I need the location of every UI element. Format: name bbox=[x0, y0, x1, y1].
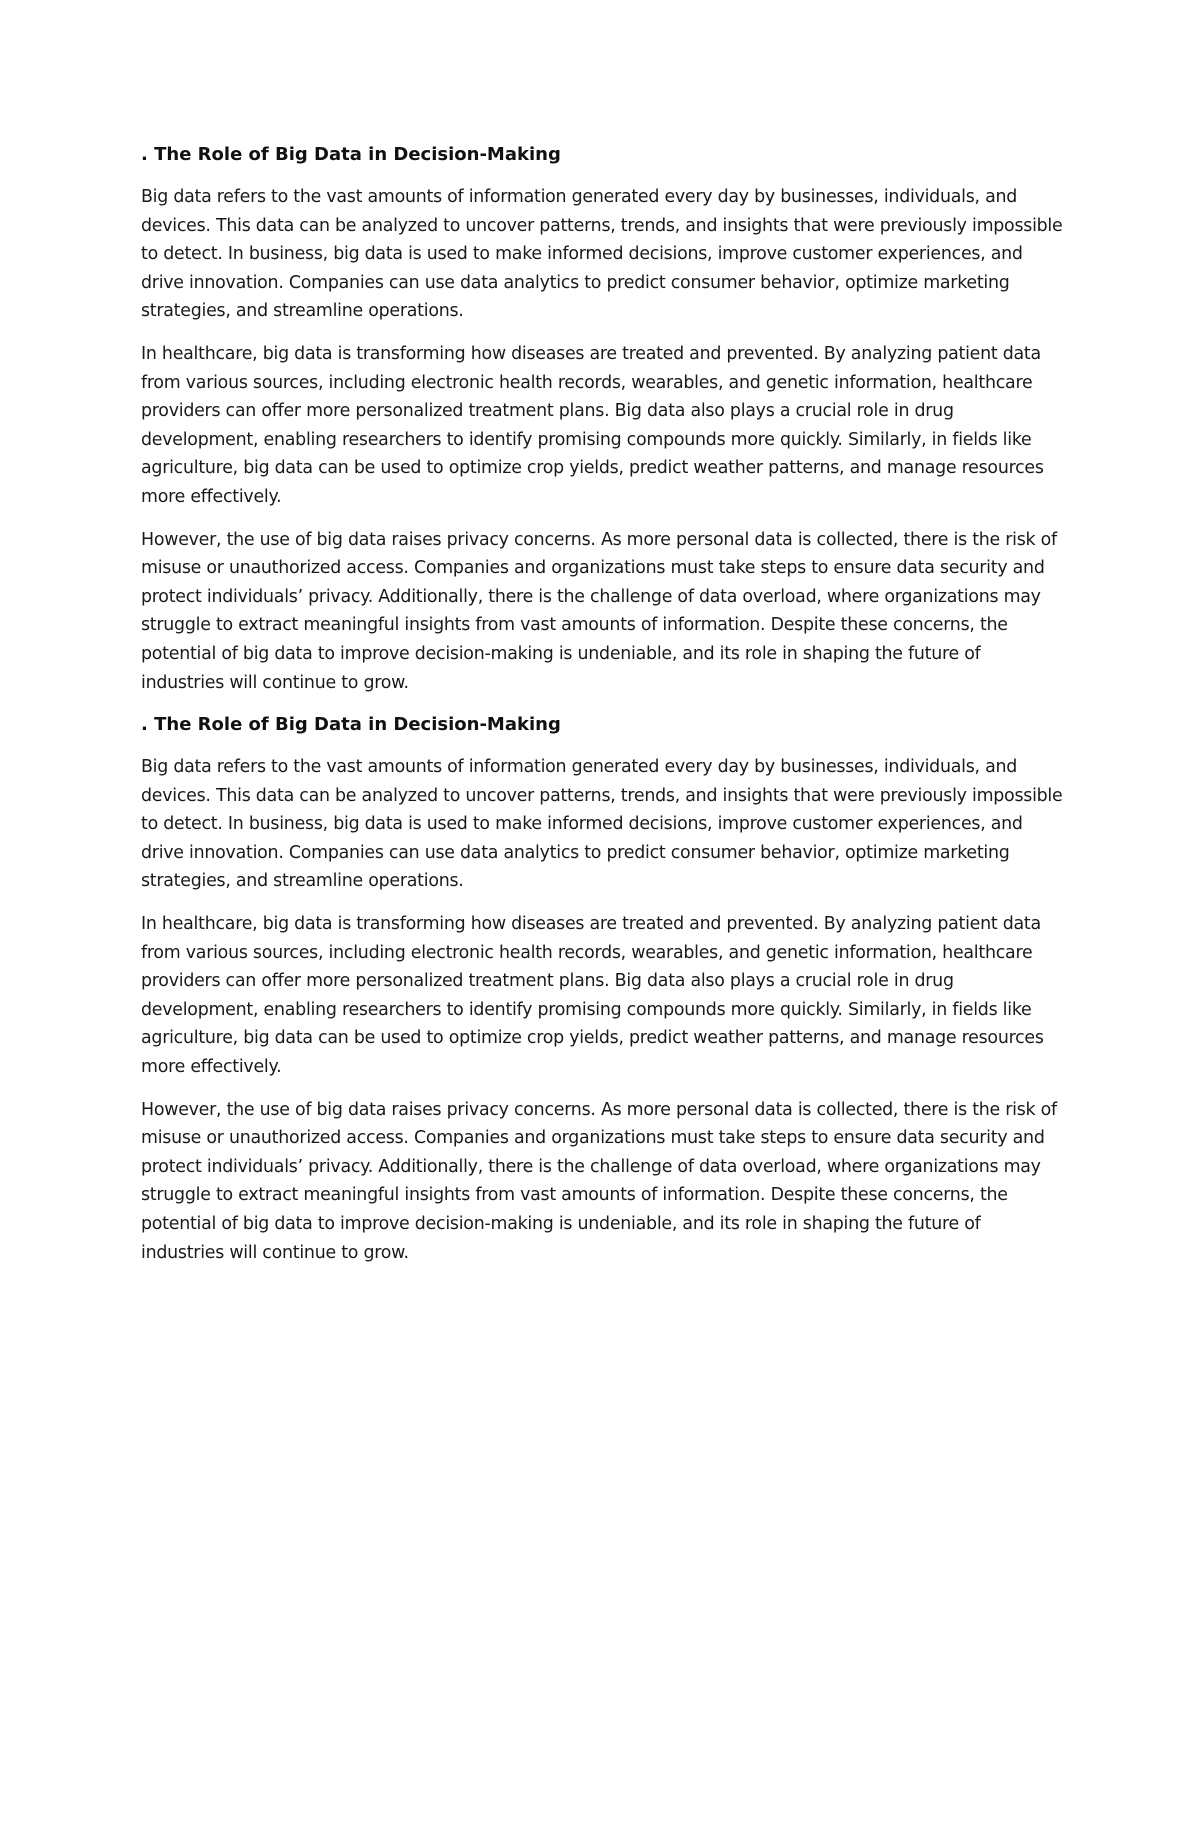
section-paragraph: However, the use of big data raises privacy concerns. As more personal data is collected, there is the risk of misuse or unauthorized access. Companies and organizations must take steps to ensure data security and protect individuals’ privacy. Additionally, there is the challenge of data overload, where organizations may struggle to extract meaningful insights from vast amounts of information. Despite these concerns, the potential of big data to improve decision-making is undeniable, and its role in shaping the future of industries will continue to grow. bbox=[141, 1099, 1057, 1263]
document-section-2 bbox=[141, 711, 1063, 1267]
section-heading: . The Role of Big Data in Decision-Making bbox=[141, 144, 561, 165]
document-section-1 bbox=[141, 141, 1063, 697]
section-paragraph: In healthcare, big data is transforming how diseases are treated and prevented. By analyzing patient data from various sources, including electronic health records, wearables, and genetic information, healthcare providers can offer more personalized treatment plans. Big data also plays a crucial role in drug development, enabling researchers to identify promising compounds more quickly. Similarly, in fields like agriculture, big data can be used to optimize crop yields, predict weather patterns, and manage resources more effectively. bbox=[141, 343, 1044, 507]
section-paragraph: However, the use of big data raises privacy concerns. As more personal data is collected, there is the risk of misuse or unauthorized access. Companies and organizations must take steps to ensure data security and protect individuals’ privacy. Additionally, there is the challenge of data overload, where organizations may struggle to extract meaningful insights from vast amounts of information. Despite these concerns, the potential of big data to improve decision-making is undeniable, and its role in shaping the future of industries will continue to grow. bbox=[141, 529, 1057, 693]
section-paragraph: Big data refers to the vast amounts of information generated every day by businesses, individuals, and devices. This data can be analyzed to uncover patterns, trends, and insights that were previously impossible to detect. In business, big data is used to make informed decisions, improve customer experiences, and drive innovation. Companies can use data analytics to predict consumer behavior, optimize marketing strategies, and streamline operations. bbox=[141, 187, 1063, 322]
section-heading: . The Role of Big Data in Decision-Making bbox=[141, 714, 561, 736]
document-body bbox=[141, 141, 1063, 1281]
section-paragraph: In healthcare, big data is transforming how diseases are treated and prevented. By analyzing patient data from various sources, including electronic health records, wearables, and genetic information, healthcare providers can offer more personalized treatment plans. Big data also plays a crucial role in drug development, enabling researchers to identify promising compounds more quickly. Similarly, in fields like agriculture, big data can be used to optimize crop yields, predict weather patterns, and manage resources more effectively. bbox=[141, 914, 1044, 1078]
section-paragraph: Big data refers to the vast amounts of information generated every day by businesses, individuals, and devices. This data can be analyzed to uncover patterns, trends, and insights that were previously impossible to detect. In business, big data is used to make informed decisions, improve customer experiences, and drive innovation. Companies can use data analytics to predict consumer behavior, optimize marketing strategies, and streamline operations. bbox=[141, 757, 1063, 892]
